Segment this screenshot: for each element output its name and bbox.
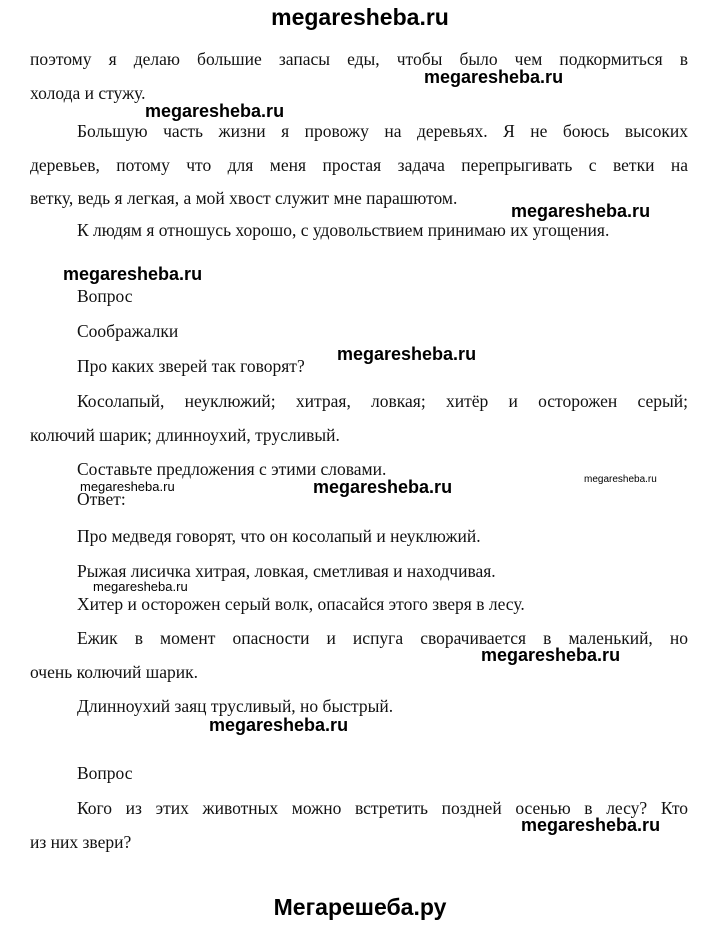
watermark: megaresheba.ru <box>209 715 349 735</box>
text-line: Рыжая лисичка хитрая, ловкая, сметливая и находчивая. <box>77 561 496 581</box>
section-heading: Вопрос <box>77 763 133 783</box>
watermark: megaresheba.ru <box>521 815 661 835</box>
text-line: Про медведя говорят, что он косолапый и неуклюжий. <box>77 526 481 546</box>
text-line: Кого из этих животных можно встретить поздней осенью в лесу? Кто <box>77 798 688 818</box>
section-heading: Вопрос <box>77 286 133 306</box>
text-line: очень колючий шарик. <box>30 662 199 682</box>
text-line: Составьте предложения с этими словами. <box>77 459 387 479</box>
watermark: megaresheba.ru <box>337 344 477 364</box>
watermark: megaresheba.ru <box>424 67 564 87</box>
text-line: Про каких зверей так говорят? <box>77 356 305 376</box>
text-line: Большую часть жизни я провожу на деревьях. Я не боюсь высоких <box>77 121 688 141</box>
text-line: из них звери? <box>30 832 132 852</box>
watermark: megaresheba.ru <box>481 645 621 665</box>
watermark: megaresheba.ru <box>93 579 188 594</box>
header-site-name: megaresheba.ru <box>271 4 449 30</box>
footer-site-name: Мегарешеба.ру <box>273 894 447 920</box>
text-line: деревьев, потому что для меня простая задача перепрыгивать с ветки на <box>30 155 688 175</box>
text-line: холода и стужу. <box>30 83 146 103</box>
text-line: Длинноухий заяц трусливый, но быстрый. <box>77 696 394 716</box>
watermark: megaresheba.ru <box>145 101 285 121</box>
text-line: Хитер и осторожен серый волк, опасайся этого зверя в лесу. <box>77 594 525 614</box>
text-line: ветку, ведь я легкая, а мой хвост служит мне парашютом. <box>30 188 458 208</box>
watermark: megaresheba.ru <box>80 479 175 494</box>
text-line: поэтому я делаю большие запасы еды, чтобы было чем подкормиться в <box>30 49 688 69</box>
text-line: К людям я отношусь хорошо, с удовольствием принимаю их угощения. <box>77 220 610 240</box>
watermark: megaresheba.ru <box>313 477 453 497</box>
watermark: megaresheba.ru <box>511 201 651 221</box>
text-line: Ежик в момент опасности и испуга сворачивается в маленький, но <box>77 628 688 648</box>
watermark: megaresheba.ru <box>63 264 203 284</box>
watermark: megaresheba.ru <box>584 474 657 485</box>
section-subheading: Соображалки <box>77 321 179 341</box>
text-line: колючий шарик; длинноухий, трусливый. <box>30 425 340 445</box>
answer-label: Ответ: <box>77 489 126 509</box>
text-line: Косолапый, неуклюжий; хитрая, ловкая; хитёр и осторожен серый; <box>77 391 688 411</box>
